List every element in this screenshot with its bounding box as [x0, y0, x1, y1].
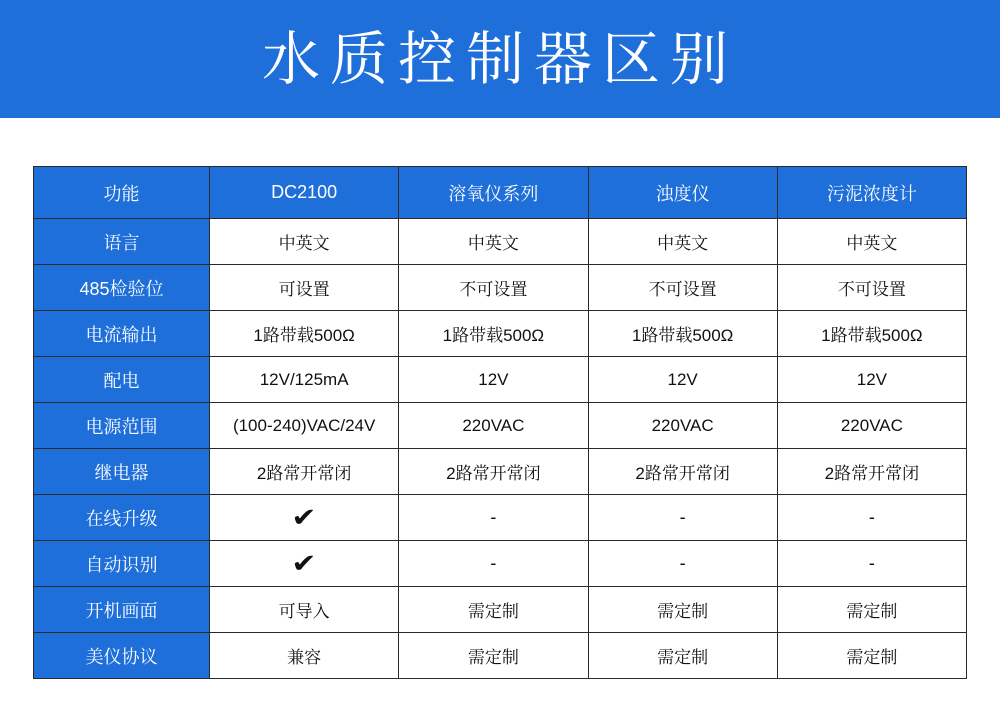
row-label: 语言 — [34, 219, 210, 265]
cell-value: 1路带载500Ω — [777, 311, 966, 357]
cell-value: 中英文 — [588, 219, 777, 265]
dash-text: - — [490, 507, 497, 527]
dash-text: - — [679, 553, 686, 573]
cell-value: 需定制 — [777, 587, 966, 633]
table-row — [34, 357, 967, 403]
column-header-sludge: 污泥浓度计 — [777, 167, 966, 219]
column-header-dc2100: DC2100 — [210, 167, 399, 219]
cell-value: 2路常开常闭 — [588, 449, 777, 495]
row-label: 在线升级 — [34, 495, 210, 541]
cell-value: 220VAC — [399, 403, 588, 449]
cell-value: 不可设置 — [588, 265, 777, 311]
cell-value: 12V — [399, 357, 588, 403]
cell-value — [777, 495, 966, 541]
cell-value: 中英文 — [399, 219, 588, 265]
row-label: 美仪协议 — [34, 633, 210, 679]
table-header-row — [34, 167, 967, 219]
cell-value: 需定制 — [777, 633, 966, 679]
dash-text: - — [679, 507, 686, 527]
check-icon: ✔ — [291, 502, 317, 532]
page-title: 水质控制器区别 — [261, 25, 738, 93]
cell-value: (100-240)VAC/24V — [210, 403, 399, 449]
table-row — [34, 495, 967, 541]
cell-value: 1路带载500Ω — [588, 311, 777, 357]
row-label: 485检验位 — [34, 265, 210, 311]
check-icon: ✔ — [291, 548, 317, 578]
column-header-feature: 功能 — [34, 167, 210, 219]
row-label: 自动识别 — [34, 541, 210, 587]
cell-value: 12V/125mA — [210, 357, 399, 403]
cell-value: 需定制 — [588, 587, 777, 633]
column-header-turbidity: 浊度仪 — [588, 167, 777, 219]
cell-value: 中英文 — [210, 219, 399, 265]
table-row — [34, 403, 967, 449]
cell-value: 不可设置 — [777, 265, 966, 311]
cell-value: 可设置 — [210, 265, 399, 311]
cell-value: 220VAC — [588, 403, 777, 449]
cell-value — [399, 541, 588, 587]
cell-value: 需定制 — [399, 633, 588, 679]
table-row — [34, 633, 967, 679]
column-header-do-series: 溶氧仪系列 — [399, 167, 588, 219]
cell-value — [588, 541, 777, 587]
table-row — [34, 265, 967, 311]
table-row — [34, 449, 967, 495]
dash-text: - — [868, 507, 875, 527]
table-row — [34, 219, 967, 265]
row-label: 开机画面 — [34, 587, 210, 633]
cell-value: 可导入 — [210, 587, 399, 633]
cell-value: 12V — [588, 357, 777, 403]
cell-value: 2路常开常闭 — [777, 449, 966, 495]
page-banner — [0, 0, 1000, 118]
row-label: 电源范围 — [34, 403, 210, 449]
table-row — [34, 587, 967, 633]
cell-value: 中英文 — [777, 219, 966, 265]
cell-value-check — [210, 495, 399, 541]
table-row — [34, 311, 967, 357]
cell-value: 12V — [777, 357, 966, 403]
comparison-table — [33, 166, 967, 679]
cell-value: 不可设置 — [399, 265, 588, 311]
table-row — [34, 541, 967, 587]
row-label: 电流输出 — [34, 311, 210, 357]
dash-text: - — [490, 553, 497, 573]
cell-value: 2路常开常闭 — [210, 449, 399, 495]
cell-value: 兼容 — [210, 633, 399, 679]
cell-value: 1路带载500Ω — [399, 311, 588, 357]
dash-text: - — [868, 553, 875, 573]
cell-value: 220VAC — [777, 403, 966, 449]
cell-value: 1路带载500Ω — [210, 311, 399, 357]
comparison-table-container — [0, 118, 1000, 679]
cell-value: 2路常开常闭 — [399, 449, 588, 495]
cell-value — [588, 495, 777, 541]
cell-value: 需定制 — [399, 587, 588, 633]
cell-value: 需定制 — [588, 633, 777, 679]
row-label: 配电 — [34, 357, 210, 403]
cell-value — [399, 495, 588, 541]
cell-value-check — [210, 541, 399, 587]
cell-value — [777, 541, 966, 587]
row-label: 继电器 — [34, 449, 210, 495]
